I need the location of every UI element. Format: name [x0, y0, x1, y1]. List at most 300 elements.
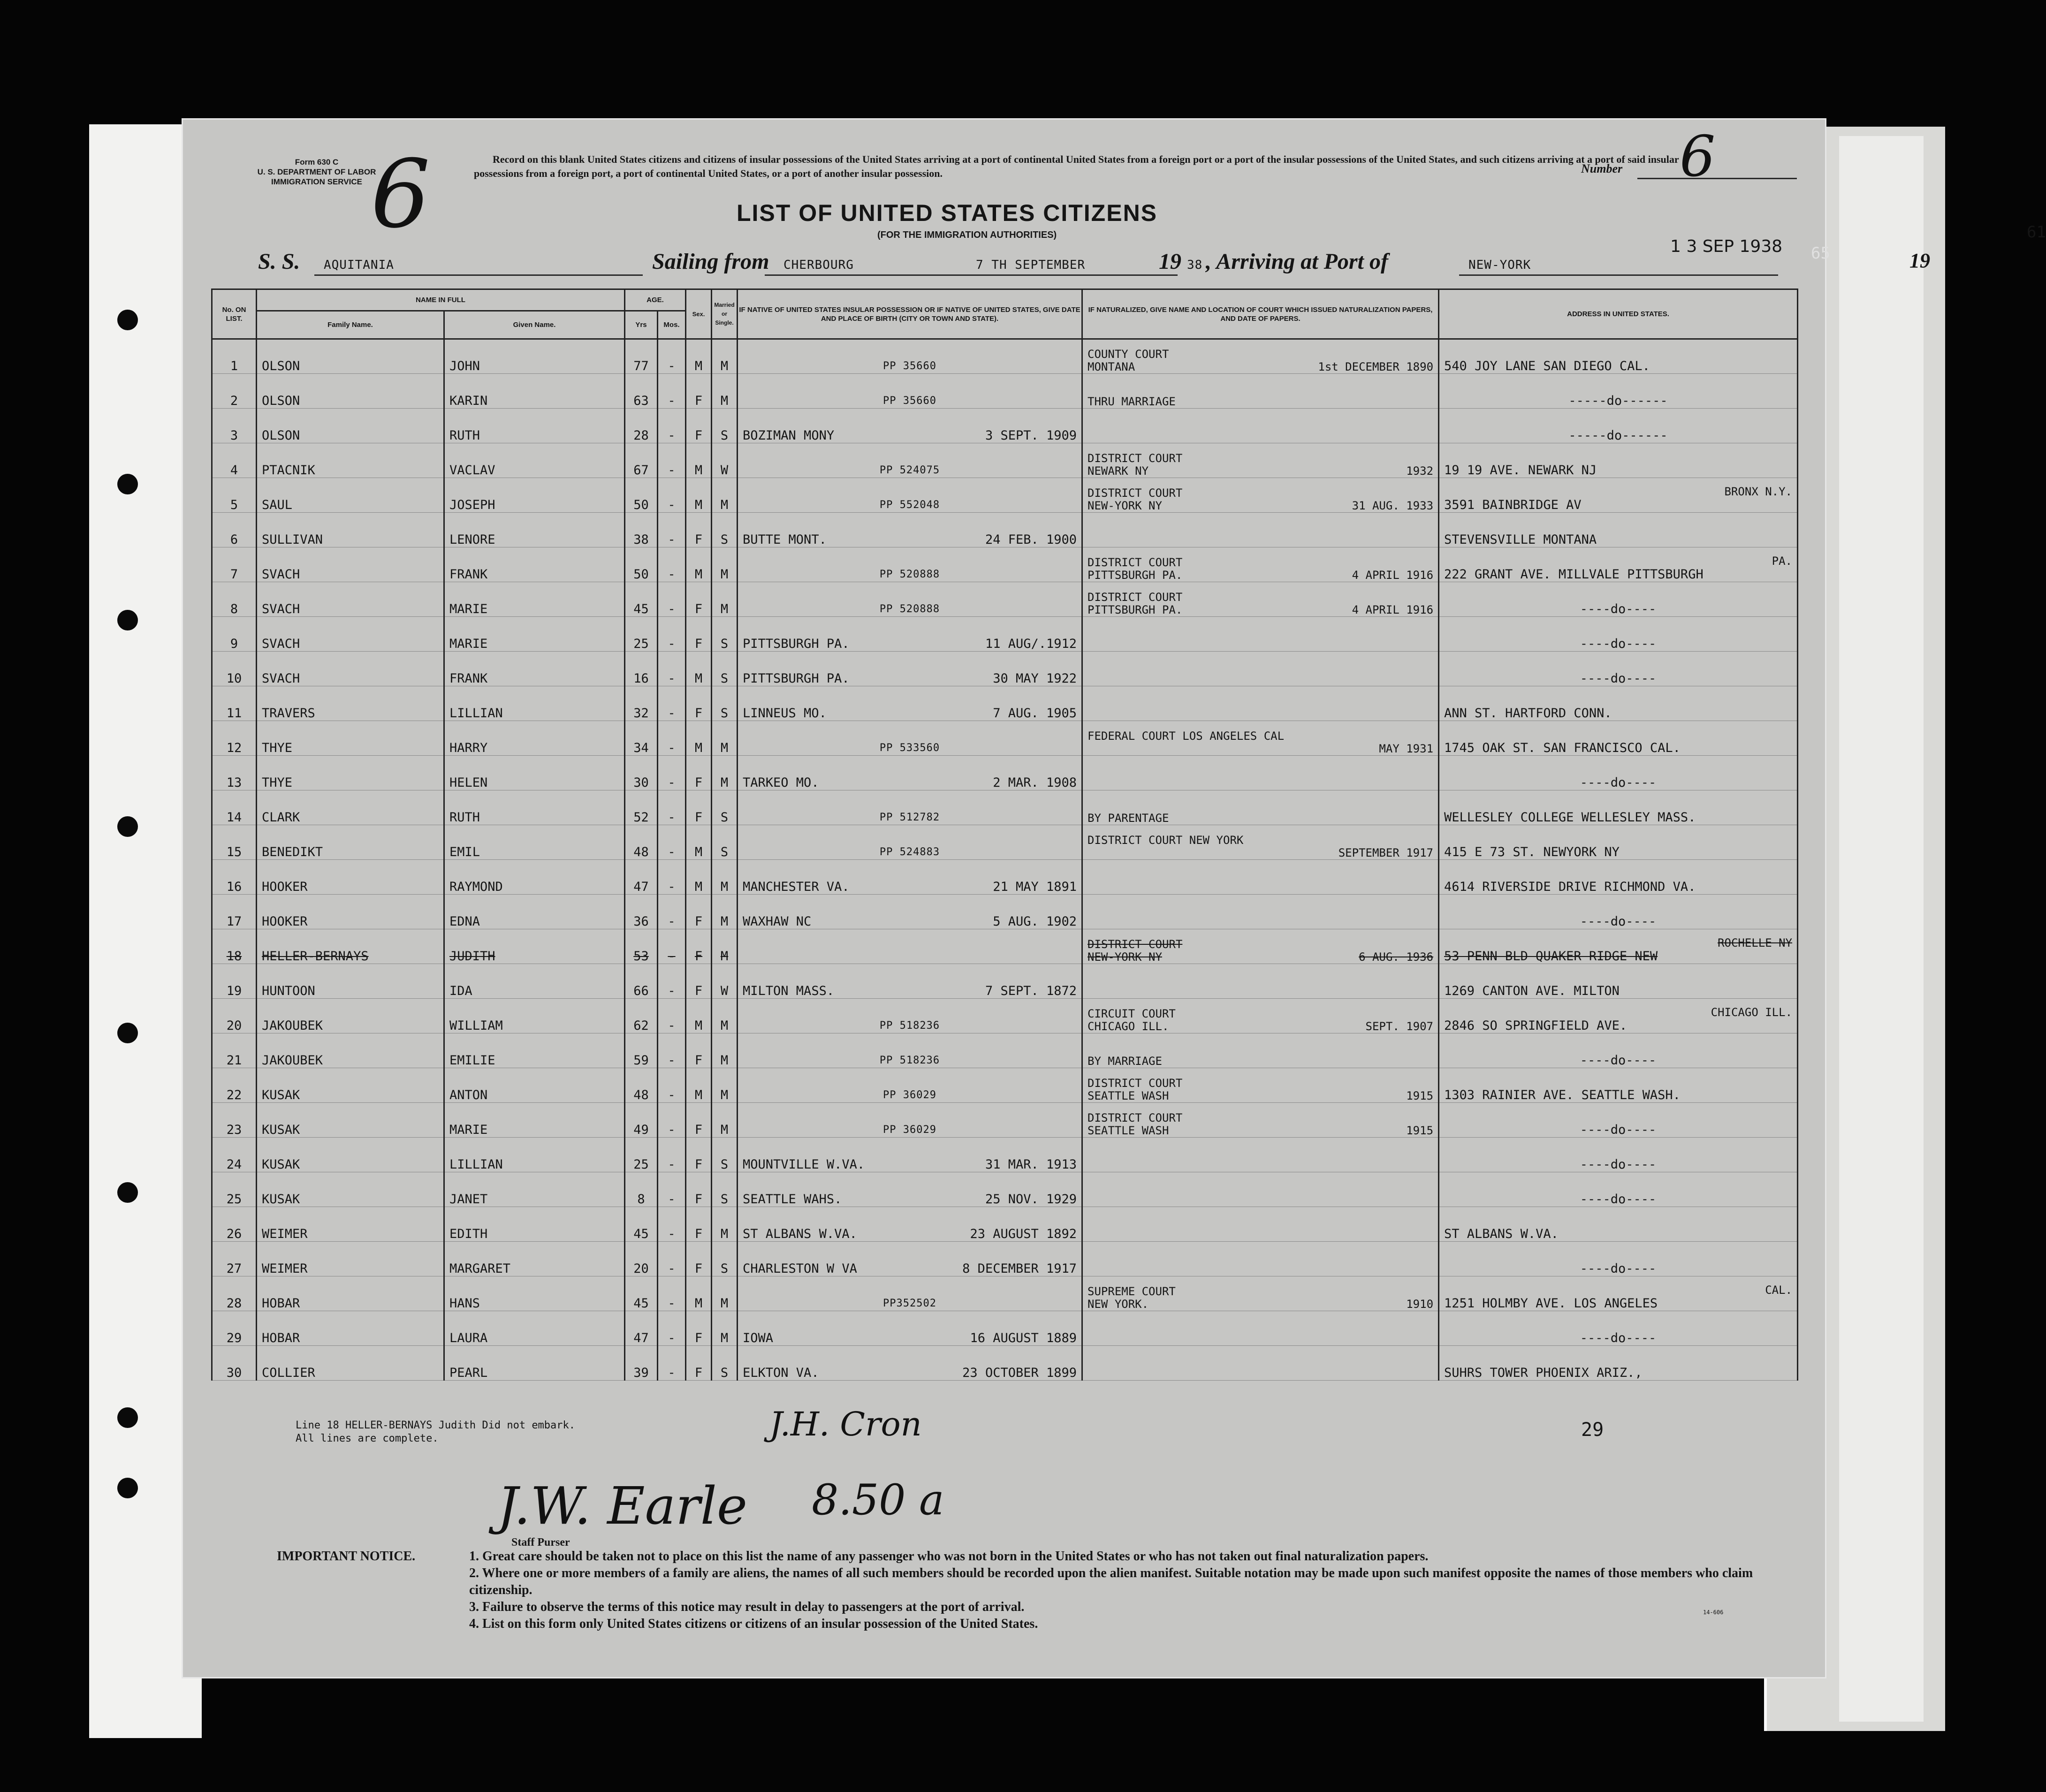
row-number: [212, 1103, 257, 1138]
address-line-1: 4614 RIVERSIDE DRIVE RICHMOND VA.: [1444, 880, 1696, 894]
address-line-1: 1269 CANTON AVE. MILTON: [1444, 984, 1620, 998]
family-name: [257, 513, 444, 547]
marital-status-text: S: [720, 532, 729, 547]
family-name-text: TRAVERS: [262, 706, 315, 721]
passport-number: PP 36029: [883, 1089, 936, 1101]
naturalization-court: DISTRICT COURT: [1088, 1111, 1183, 1124]
age-years: [625, 443, 658, 478]
table-row: [212, 1138, 1798, 1172]
address-line-1: ----do----: [1580, 1157, 1657, 1172]
naturalization-cell: [1082, 374, 1439, 409]
age-months: [658, 686, 686, 721]
punch-hole: [117, 610, 138, 630]
family-name-text: JAKOUBEK: [262, 1018, 323, 1033]
naturalization-date: 4 APRIL 1916: [1352, 603, 1434, 616]
birth-place: BUTTE MONT.: [743, 532, 827, 547]
naturalization-line: [1088, 847, 1433, 859]
age-months-text: -: [668, 602, 676, 616]
table-row: [212, 617, 1798, 652]
naturalization-line: [1088, 951, 1433, 964]
naturalization-location: MONTANA: [1088, 360, 1135, 373]
birth-cell: [738, 929, 1082, 964]
age-months-text: -: [668, 775, 676, 790]
naturalization-location: PITTSBURGH PA.: [1088, 569, 1183, 582]
sex: [686, 1207, 712, 1242]
age-years: [625, 1068, 658, 1103]
naturalization-cell: [1082, 582, 1439, 617]
family-name-text: SVACH: [262, 567, 300, 582]
sex: [686, 513, 712, 547]
marital-status-text: S: [720, 1366, 729, 1380]
family-name: [257, 1311, 444, 1346]
age-months: [658, 1138, 686, 1172]
marital-status-text: M: [720, 1227, 729, 1241]
given-name: [444, 1207, 625, 1242]
marital-status-text: S: [720, 845, 729, 859]
family-name-text: OLSON: [262, 359, 300, 373]
sex-text: F: [694, 1227, 703, 1241]
birth-cell: [738, 999, 1082, 1033]
naturalization-line: [1088, 1090, 1433, 1102]
table-row: [212, 513, 1798, 547]
family-name-text: PTACNIK: [262, 463, 315, 478]
given-name-text: VACLAV: [449, 463, 495, 478]
naturalization-location: SEATTLE WASH: [1088, 1124, 1169, 1137]
naturalization-cell: [1082, 1068, 1439, 1103]
naturalization-line: [1088, 500, 1433, 512]
given-name-text: FRANK: [449, 567, 488, 582]
row-number-text: 4: [230, 463, 238, 478]
address-cell: [1439, 547, 1798, 582]
age-years: [625, 895, 658, 929]
marital-status-text: M: [720, 880, 729, 894]
row-number: [212, 999, 257, 1033]
address-line-1: ----do----: [1580, 602, 1657, 616]
age-months-text: -: [668, 567, 676, 582]
age-months-text: -: [668, 706, 676, 721]
naturalization-cell: [1082, 1242, 1439, 1276]
table-row: [212, 339, 1798, 374]
family-name-text: THYE: [262, 741, 293, 755]
naturalization-cell: [1082, 652, 1439, 686]
address-line-2: PA.: [1772, 554, 1793, 568]
birth-cell: [738, 1138, 1082, 1172]
birth-place: MANCHESTER VA.: [743, 880, 850, 894]
family-name: [257, 1346, 444, 1381]
age-years-text: 45: [633, 1296, 649, 1311]
birth-cell: [738, 547, 1082, 582]
given-name: [444, 1346, 625, 1381]
marital-status: [712, 617, 738, 652]
family-name: [257, 547, 444, 582]
sailing-from: CHERBOURG: [783, 258, 854, 272]
birth-date: 25 NOV. 1929: [985, 1192, 1077, 1207]
row-number-text: 21: [226, 1053, 242, 1068]
age-years-text: 20: [633, 1261, 649, 1276]
sex: [686, 1276, 712, 1311]
marital-status-text: S: [720, 706, 729, 721]
passport-number: PP 518236: [879, 1020, 940, 1032]
age-years-text: 49: [633, 1123, 649, 1137]
table-row: [212, 999, 1798, 1033]
row-number-text: 8: [230, 602, 238, 616]
row-number: [212, 756, 257, 790]
family-name-text: THYE: [262, 775, 293, 790]
family-name: [257, 860, 444, 895]
purser-signature: J.W. Earle: [497, 1476, 748, 1536]
underlying-page-edge: [1839, 136, 1924, 1722]
address-cell: [1439, 790, 1798, 825]
given-name: [444, 1138, 625, 1172]
marital-status-text: M: [720, 1296, 729, 1311]
address-line-1: 415 E 73 ST. NEWYORK NY: [1444, 845, 1620, 859]
marital-status: [712, 1346, 738, 1381]
address-line-1: -----do------: [1568, 394, 1668, 408]
col-name-in-full: NAME IN FULL: [257, 289, 625, 311]
family-name-text: COLLIER: [262, 1366, 315, 1380]
sex-text: F: [694, 394, 703, 408]
row-number-text: 27: [226, 1261, 242, 1276]
age-months: [658, 1207, 686, 1242]
age-years-text: 52: [633, 810, 649, 825]
purser-title: Staff Purser: [511, 1536, 570, 1549]
sex-text: F: [694, 602, 703, 616]
family-name-text: HOBAR: [262, 1296, 300, 1311]
age-months-text: -: [668, 880, 676, 894]
naturalization-cell: [1082, 964, 1439, 999]
age-years-text: 34: [633, 741, 649, 755]
naturalization-date: SEPT. 1907: [1365, 1020, 1434, 1033]
birth-place: MILTON MASS.: [743, 984, 835, 998]
birth-place: SEATTLE WAHS.: [743, 1192, 842, 1207]
sex: [686, 1242, 712, 1276]
row-number-text: 30: [226, 1366, 242, 1380]
age-years-text: 67: [633, 463, 649, 478]
naturalization-cell: [1082, 790, 1439, 825]
age-years-text: 50: [633, 567, 649, 582]
age-months: [658, 513, 686, 547]
sex-text: M: [694, 671, 703, 686]
age-years: [625, 617, 658, 652]
passport-number: PP 520888: [879, 603, 940, 615]
age-months-text: -: [668, 1331, 676, 1345]
birth-date: 8 DECEMBER 1917: [962, 1261, 1077, 1276]
given-name-text: EDITH: [449, 1227, 488, 1241]
marital-status-text: M: [720, 1018, 729, 1033]
naturalization-court: DISTRICT COURT: [1088, 591, 1183, 604]
age-years: [625, 1138, 658, 1172]
table-row: [212, 964, 1798, 999]
age-years: [625, 339, 658, 374]
birth-line: [743, 1227, 1077, 1241]
family-name-text: SVACH: [262, 602, 300, 616]
table-row: [212, 1311, 1798, 1346]
passport-number: PP 518236: [879, 1055, 940, 1066]
page-total: 29: [1581, 1419, 1604, 1441]
sex: [686, 1138, 712, 1172]
given-name-text: EMIL: [449, 845, 480, 859]
row-number-text: 12: [226, 741, 242, 755]
address-cell: [1439, 756, 1798, 790]
address-line-1: 1303 RAINIER AVE. SEATTLE WASH.: [1444, 1088, 1681, 1102]
age-years-text: 25: [633, 637, 649, 651]
service: IMMIGRATION SERVICE: [271, 177, 362, 186]
address-cell: [1439, 964, 1798, 999]
address-cell: [1439, 513, 1798, 547]
naturalization-line: [1088, 569, 1433, 582]
row-number-text: 22: [226, 1088, 242, 1102]
birth-date: 23 OCTOBER 1899: [962, 1366, 1077, 1380]
address-cell: [1439, 860, 1798, 895]
sex: [686, 443, 712, 478]
given-name-text: JUDITH: [449, 949, 495, 964]
birth-place: IOWA: [743, 1331, 774, 1345]
birth-place: TARKEO MO.: [743, 775, 819, 790]
family-name-text: SULLIVAN: [262, 532, 323, 547]
naturalization-cell: [1082, 1172, 1439, 1207]
naturalization-cell: [1082, 1276, 1439, 1311]
age-years: [625, 860, 658, 895]
given-name: [444, 756, 625, 790]
birth-line: [743, 880, 1077, 894]
birth-date: 21 MAY 1891: [993, 880, 1077, 894]
birth-line: [743, 1158, 1077, 1172]
family-name-text: WEIMER: [262, 1227, 308, 1241]
sex: [686, 1311, 712, 1346]
naturalization-location: NEW YORK.: [1088, 1298, 1149, 1311]
family-name-text: SAUL: [262, 498, 293, 512]
age-months: [658, 617, 686, 652]
row-number: [212, 1068, 257, 1103]
sex: [686, 964, 712, 999]
address-cell: [1439, 1346, 1798, 1381]
sex-text: M: [694, 1296, 703, 1311]
family-name-text: CLARK: [262, 810, 300, 825]
sex-text: M: [694, 359, 703, 373]
age-months-text: -: [668, 810, 676, 825]
footnote-line-2: All lines are complete.: [296, 1433, 439, 1444]
address-line-1: ANN ST. HARTFORD CONN.: [1444, 706, 1612, 721]
handwritten-list-number: 6: [371, 140, 431, 249]
age-years-text: 39: [633, 1366, 649, 1380]
sex: [686, 895, 712, 929]
family-name: [257, 1276, 444, 1311]
naturalization-court: DISTRICT COURT: [1088, 556, 1183, 569]
passport-number: PP 524883: [879, 846, 940, 858]
naturalization-court: COUNTY COURT: [1088, 348, 1169, 361]
naturalization-date: 1915: [1406, 1124, 1434, 1137]
row-number: [212, 1276, 257, 1311]
address-cell: [1439, 409, 1798, 443]
address-cell: [1439, 686, 1798, 721]
table-row: [212, 374, 1798, 409]
sex-text: F: [694, 1261, 703, 1276]
age-months-text: -: [668, 394, 676, 408]
age-years: [625, 547, 658, 582]
sex-text: M: [694, 880, 703, 894]
sex: [686, 1068, 712, 1103]
table-row: [212, 721, 1798, 756]
address-cell: [1439, 582, 1798, 617]
address-line-2: ROCHELLE NY: [1718, 936, 1793, 949]
age-months: [658, 582, 686, 617]
address-line-1: 540 JOY LANE SAN DIEGO CAL.: [1444, 359, 1650, 373]
naturalization-cell: [1082, 1033, 1439, 1068]
naturalization-date: 1932: [1406, 464, 1434, 478]
birth-cell: [738, 652, 1082, 686]
birth-cell: [738, 339, 1082, 374]
sex-text: F: [694, 1157, 703, 1172]
age-months: [658, 1172, 686, 1207]
notice-item-1: 1. Great care should be taken not to place on this list the name of any passenger who was not born in the United States or who has not taken out final naturalization papers.: [469, 1549, 1429, 1564]
table-row: [212, 652, 1798, 686]
age-months: [658, 1276, 686, 1311]
passport-number: PP 512782: [879, 812, 940, 823]
sex-text: F: [694, 1331, 703, 1345]
given-name: [444, 478, 625, 513]
family-name-text: WEIMER: [262, 1261, 308, 1276]
header-row: [212, 289, 1798, 311]
birth-place: LINNEUS MO.: [743, 706, 827, 721]
marital-status: [712, 1242, 738, 1276]
marital-status-text: S: [720, 671, 729, 686]
passport-number: PP 35660: [883, 360, 936, 372]
family-name-text: KUSAK: [262, 1157, 300, 1172]
row-number: [212, 895, 257, 929]
address-line-1: 1251 HOLMBY AVE. LOS ANGELES: [1444, 1296, 1658, 1311]
print-code: 14-606: [1703, 1609, 1724, 1616]
marital-status: [712, 1207, 738, 1242]
age-months-text: -: [668, 1227, 676, 1241]
naturalization-cell: [1082, 1138, 1439, 1172]
family-name: [257, 1242, 444, 1276]
year-suffix: 38: [1187, 258, 1203, 272]
age-years: [625, 374, 658, 409]
family-name-text: BENEDIKT: [262, 845, 323, 859]
col-sex: Sex.: [686, 289, 712, 339]
naturalization-location: NEWARK NY: [1088, 464, 1149, 478]
naturalization-court: DISTRICT COURT NEW YORK: [1088, 834, 1244, 847]
naturalization-cell: [1082, 478, 1439, 513]
row-number: [212, 1207, 257, 1242]
marital-status-text: W: [720, 463, 729, 478]
address-line-1: 222 GRANT AVE. MILLVALE PITTSBURGH: [1444, 567, 1704, 582]
naturalization-court: THRU MARRIAGE: [1088, 395, 1176, 408]
naturalization-cell: [1082, 409, 1439, 443]
family-name-text: SVACH: [262, 637, 300, 651]
age-months-text: -: [668, 1296, 676, 1311]
sex: [686, 478, 712, 513]
address-line-2: CHICAGO ILL.: [1711, 1006, 1793, 1019]
naturalization-cell: [1082, 513, 1439, 547]
age-years: [625, 825, 658, 860]
passport-number: PP 533560: [879, 742, 940, 754]
age-months-text: -: [668, 1366, 676, 1380]
age-years-text: 32: [633, 706, 649, 721]
age-years-text: 30: [633, 775, 649, 790]
table-row: [212, 895, 1798, 929]
birth-cell: [738, 964, 1082, 999]
given-name: [444, 513, 625, 547]
given-name: [444, 617, 625, 652]
marital-status: [712, 1172, 738, 1207]
age-months: [658, 756, 686, 790]
corner-mark-2: 65: [1811, 244, 1830, 263]
naturalization-court: BY PARENTAGE: [1088, 812, 1169, 825]
given-name-text: FRANK: [449, 671, 488, 686]
punch-hole: [117, 310, 138, 330]
family-name: [257, 1172, 444, 1207]
age-months-text: -: [668, 1053, 676, 1068]
row-number: [212, 478, 257, 513]
table-row: [212, 478, 1798, 513]
naturalization-cell: [1082, 339, 1439, 374]
row-number: [212, 1346, 257, 1381]
given-name: [444, 1103, 625, 1138]
marital-status: [712, 652, 738, 686]
marital-status-text: M: [720, 741, 729, 755]
given-name-text: EMILIE: [449, 1053, 495, 1068]
age-months-text: -: [668, 984, 676, 998]
age-years: [625, 1311, 658, 1346]
page-title: LIST OF UNITED STATES CITIZENS: [737, 200, 1158, 226]
address-cell: [1439, 1276, 1798, 1311]
naturalization-court: SUPREME COURT: [1088, 1285, 1176, 1298]
birth-line: [743, 637, 1077, 651]
row-number: [212, 374, 257, 409]
row-number-text: 28: [226, 1296, 242, 1311]
form-number: Form 630 C: [295, 158, 339, 167]
sex: [686, 652, 712, 686]
col-naturalized: IF NATURALIZED, GIVE NAME AND LOCATION OF COURT WHICH ISSUED NATURALIZATION PAPERS, AND DATE OF PAPERS.: [1082, 289, 1439, 339]
age-months: [658, 1311, 686, 1346]
given-name-text: JOSEPH: [449, 498, 495, 512]
marital-status-text: M: [720, 359, 729, 373]
col-given-name: Given Name.: [444, 311, 625, 339]
given-name-text: RUTH: [449, 428, 480, 443]
birth-cell: [738, 1172, 1082, 1207]
birth-cell: [738, 860, 1082, 895]
given-name: [444, 825, 625, 860]
birth-place: CHARLESTON W VA: [743, 1261, 857, 1276]
naturalization-court: BY MARRIAGE: [1088, 1055, 1162, 1068]
naturalization-date: 31 AUG. 1933: [1352, 499, 1434, 512]
marital-status-text: S: [720, 1192, 729, 1207]
birth-date: 5 AUG. 1902: [993, 914, 1077, 929]
birth-cell: [738, 895, 1082, 929]
manifest-sheet: [183, 120, 2046, 1677]
address-line-1: ----do----: [1580, 1261, 1657, 1276]
row-number: [212, 686, 257, 721]
age-months: [658, 860, 686, 895]
row-number: [212, 339, 257, 374]
address-line-1: ----do----: [1580, 1123, 1657, 1137]
age-years: [625, 478, 658, 513]
age-years-text: 38: [633, 532, 649, 547]
naturalization-cell: [1082, 617, 1439, 652]
age-years: [625, 582, 658, 617]
birth-line: [743, 672, 1077, 686]
given-name: [444, 929, 625, 964]
age-months-text: -: [668, 498, 676, 512]
naturalization-court: DISTRICT COURT: [1088, 1077, 1183, 1090]
given-name-text: HANS: [449, 1296, 480, 1311]
age-months: [658, 374, 686, 409]
family-name-text: OLSON: [262, 428, 300, 443]
ship-name: AQUITANIA: [324, 258, 394, 272]
sex-text: F: [694, 914, 703, 929]
row-number: [212, 547, 257, 582]
